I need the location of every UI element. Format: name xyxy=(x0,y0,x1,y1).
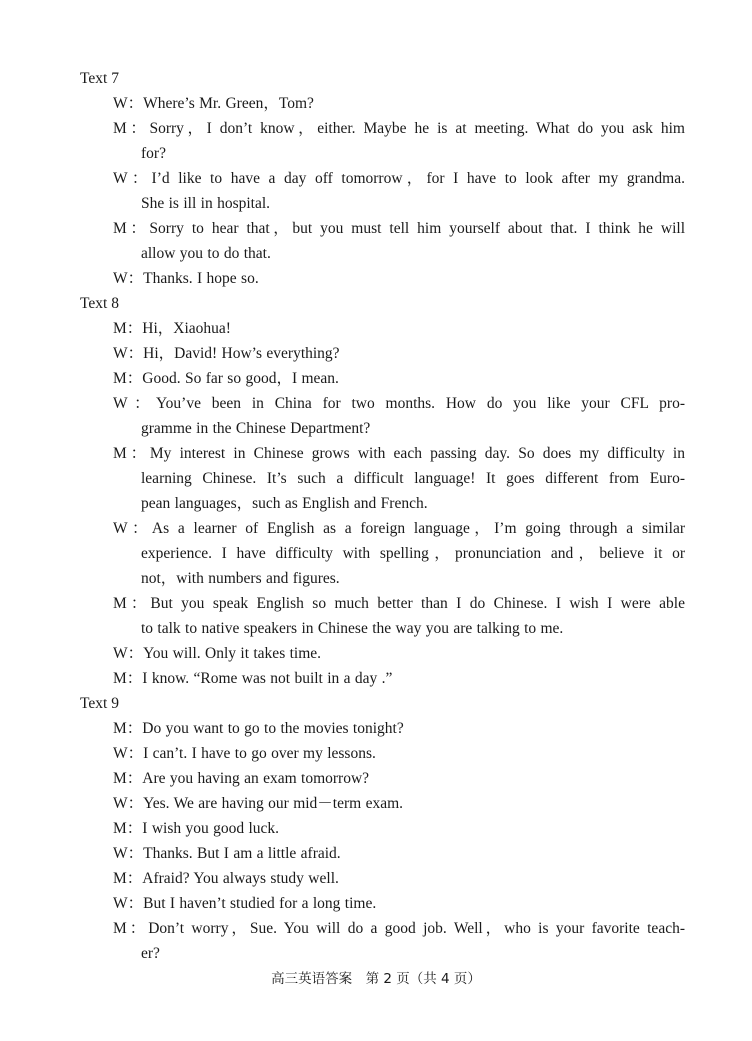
dialogue-turn xyxy=(113,666,685,691)
dialogue-turn xyxy=(113,116,685,166)
dialogue-line: M：Afraid? You always study well. xyxy=(113,870,339,887)
dialogue-turn xyxy=(113,441,685,516)
dialogue-line: allow you to do that. xyxy=(141,245,271,262)
dialogue-line: M：My interest in Chinese grows with each passing day. So does my difficulty in xyxy=(113,445,685,462)
dialogue-line: W：You will. Only it takes time. xyxy=(113,645,322,662)
dialogue-line: W：Thanks. I hope so. xyxy=(113,270,259,287)
dialogue-turn xyxy=(113,391,685,441)
dialogue-line: W：Where’s Mr. Green，Tom? xyxy=(113,95,314,112)
section-heading: Text 8 xyxy=(80,295,119,312)
dialogue-turn xyxy=(113,591,685,641)
dialogue-turn xyxy=(113,716,685,741)
dialogue-line: W：Yes. We are having our mid－term exam. xyxy=(113,795,404,812)
dialogue-line: learning Chinese. It’s such a difficult language! It goes different from Euro- xyxy=(141,470,685,487)
dialogue-line: M：Do you want to go to the movies tonight? xyxy=(113,720,404,737)
dialogue-turn xyxy=(113,816,685,841)
dialogue-turn xyxy=(113,741,685,766)
dialogue-line: M：Hi，Xiaohua! xyxy=(113,320,231,337)
dialogue-turn xyxy=(113,316,685,341)
dialogue-line: W：I’d like to have a day off tomorrow，for I have to look after my grandma. xyxy=(113,170,685,187)
dialogue-turn xyxy=(113,891,685,916)
dialogue-line: gramme in the Chinese Department? xyxy=(141,420,371,437)
dialogue-line: M：I wish you good luck. xyxy=(113,820,280,837)
dialogue-turn xyxy=(113,841,685,866)
dialogue-line: W：Thanks. But I am a little afraid. xyxy=(113,845,341,862)
dialogue-turn xyxy=(113,766,685,791)
dialogue-line: M：But you speak English so much better than I do Chinese. I wish I were able xyxy=(113,595,685,612)
dialogue-line: M：Don’t worry，Sue. You will do a good job. Well，who is your favorite teach- xyxy=(113,920,685,937)
dialogue-line: M：Sorry，I don’t know，either. Maybe he is at meeting. What do you ask him xyxy=(113,120,685,137)
dialogue-turn xyxy=(113,166,685,216)
dialogue-line: experience. I have difficulty with spelling，pronunciation and，believe it or xyxy=(141,545,685,562)
dialogue-turn xyxy=(113,266,685,291)
dialogue-line: M：Good. So far so good，I mean. xyxy=(113,370,339,387)
dialogue-line: W：I can’t. I have to go over my lessons. xyxy=(113,745,376,762)
dialogue-line: to talk to native speakers in Chinese the way you are talking to me. xyxy=(141,620,564,637)
dialogue-line: W：But I haven’t studied for a long time. xyxy=(113,895,377,912)
dialogue-turn xyxy=(113,791,685,816)
dialogue-line: M：Sorry to hear that，but you must tell him yourself about that. I think he will xyxy=(113,220,685,237)
dialogue-turn xyxy=(113,341,685,366)
dialogue-line: W：As a learner of English as a foreign language，I’m going through a similar xyxy=(113,520,685,537)
dialogue-turn xyxy=(113,216,685,266)
dialogue-turn xyxy=(113,641,685,666)
page-footer: 高三英语答案 第 2 页（共 4 页） xyxy=(271,971,481,987)
dialogue-line: W：Hi，David! How’s everything? xyxy=(113,345,340,362)
section-heading: Text 7 xyxy=(80,70,119,87)
dialogue-turn xyxy=(113,516,685,591)
dialogue-turn xyxy=(113,916,685,966)
dialogue-line: er? xyxy=(141,945,160,962)
section-heading: Text 9 xyxy=(80,695,119,712)
dialogue-line: M：Are you having an exam tomorrow? xyxy=(113,770,370,787)
dialogue-line: M：I know. “Rome was not built in a day .” xyxy=(113,670,393,687)
dialogue-turn xyxy=(113,91,685,116)
dialogue-line: not，with numbers and figures. xyxy=(141,570,340,587)
dialogue-turn xyxy=(113,366,685,391)
dialogue-line: for? xyxy=(141,145,166,162)
dialogue-line: pean languages，such as English and French. xyxy=(141,495,428,512)
dialogue-line: W：You’ve been in China for two months. How do you like your CFL pro- xyxy=(113,395,685,412)
dialogue-turn xyxy=(113,866,685,891)
dialogue-line: She is ill in hospital. xyxy=(141,195,271,212)
